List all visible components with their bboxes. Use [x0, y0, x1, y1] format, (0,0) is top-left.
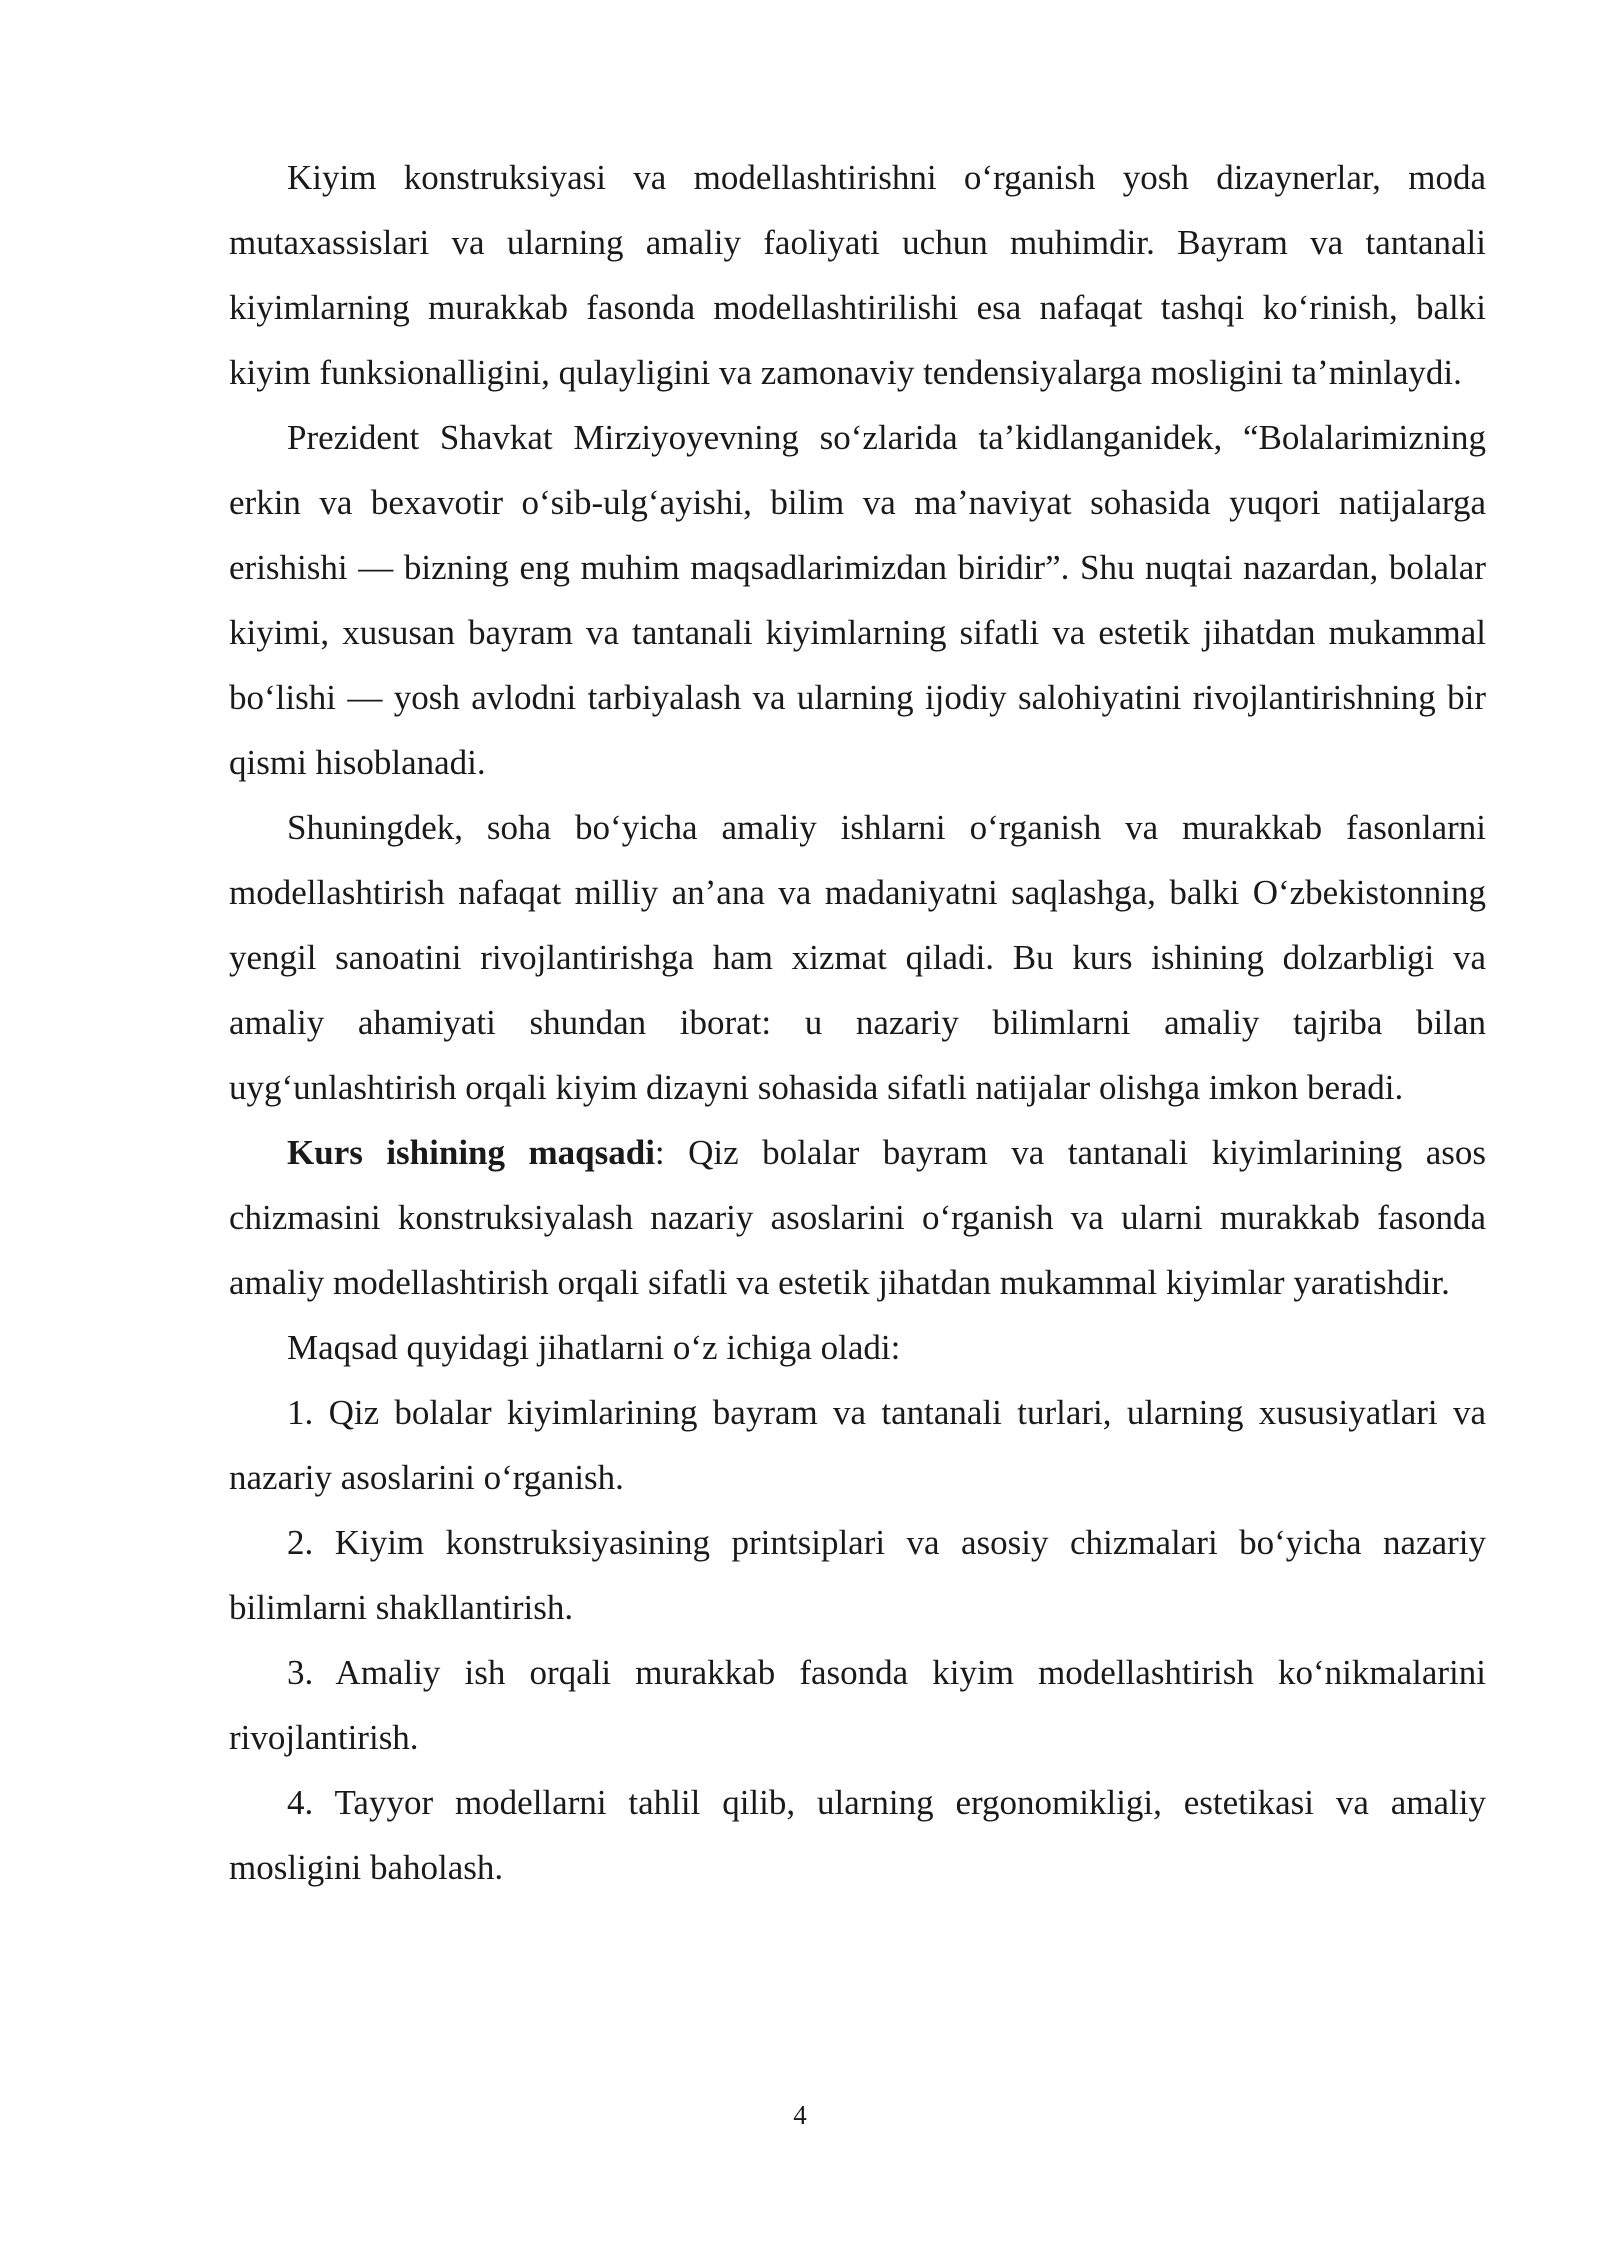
paragraph-intro: Kiyim konstruksiyasi va modellashtirishni oʻrganish yosh dizaynerlar, moda mutaxassislari va ularning amaliy faoliyati uchun muhimdir. Bayram va tantanali kiyimlarning murakkab fasonda modellashtirilishi esa nafaqat tashqi koʻrinish, balki kiyim funksionalligini, qulayligini va zamonaviy tendensiyalarga mosligini taʼminlaydi. — [229, 158, 1486, 392]
goal-text: Qiz bolalar bayram va tantanali kiyimlarining asos chizmasini konstruksiyalash nazariy asoslarini oʻrganish va ularni murakkab fasonda amaliy modellashtirish orqali sifatli va estetik jihatdan mukammal kiyimlar yaratishdir. — [229, 1133, 1486, 1302]
list-item: 3. Amaliy ish orqali murakkab fasonda kiyim modellashtirish koʻnikmalarini rivojlantirish. — [229, 1653, 1486, 1757]
goal-separator: : — [654, 1133, 689, 1172]
list-item: 2. Kiyim konstruksiyasining printsiplari va asosiy chizmalari boʻyicha nazariy bilimlarni shakllantirish. — [229, 1523, 1486, 1627]
list-intro: Maqsad quyidagi jihatlarni oʻz ichiga oladi: — [287, 1328, 901, 1367]
paragraph-president-quote: Prezident Shavkat Mirziyoyevning soʻzlarida taʼkidlanganidek, “Bolalarimizning erkin va bexavotir oʻsib-ulgʻayishi, bilim va maʼnaviyat sohasida yuqori natijalarga erishishi — bizning eng muhim maqsadlarimizdan biridir”. Shu nuqtai nazardan, bolalar kiyimi, xususan bayram va tantanali kiyimlarning sifatli va estetik jihatdan mukammal boʻlishi — yosh avlodni tarbiyalash va ularning ijodiy salohiyatini rivojlantirishning bir qismi hisoblanadi. — [229, 418, 1486, 782]
goal-label: Kurs ishining maqsadi — [287, 1133, 655, 1172]
paragraph-goal — [229, 1120, 1486, 1315]
body-text — [229, 145, 1486, 1900]
list-item: 1. Qiz bolalar kiyimlarining bayram va tantanali turlari, ularning xususiyatlari va nazariy asoslarini oʻrganish. — [229, 1393, 1486, 1497]
page-number: 4 — [793, 2100, 807, 2130]
paragraph-relevance: Shuningdek, soha boʻyicha amaliy ishlarni oʻrganish va murakkab fasonlarni modellashtirish nafaqat milliy anʼana va madaniyatni saqlashga, balki Oʻzbekistonning yengil sanoatini rivojlantirishga ham xizmat qiladi. Bu kurs ishining dolzarbligi va amaliy ahamiyati shundan iborat: u nazariy bilimlarni amaliy tajriba bilan uygʻunlashtirish orqali kiyim dizayni sohasida sifatli natijalar olishga imkon beradi. — [229, 808, 1486, 1107]
list-item: 4. Tayyor modellarni tahlil qilib, ularning ergonomikligi, estetikasi va amaliy mosligini baholash. — [229, 1783, 1486, 1887]
